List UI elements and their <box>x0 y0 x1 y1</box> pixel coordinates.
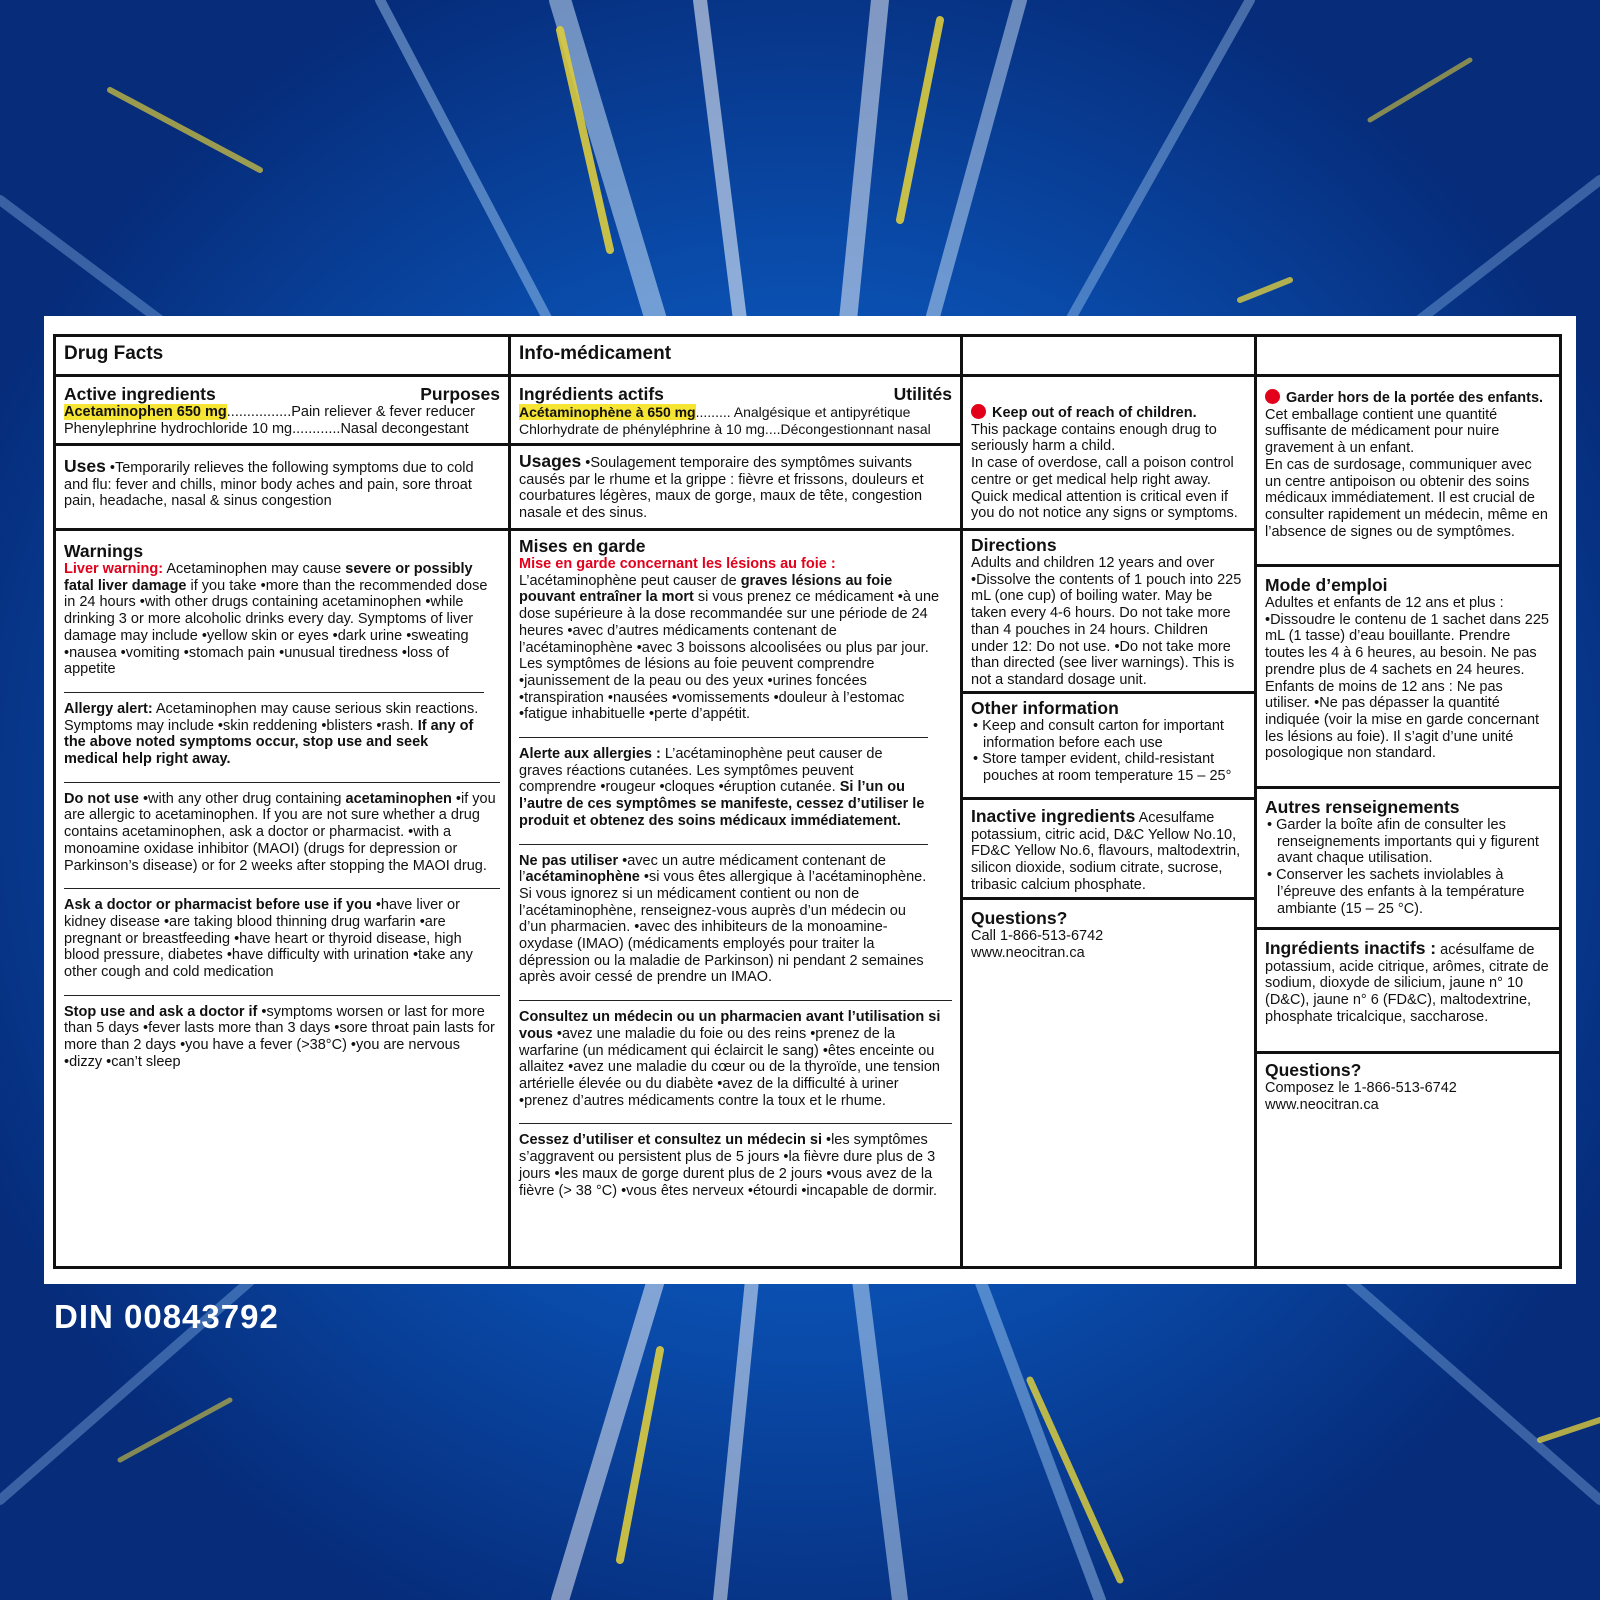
mode-emploi-text: Adultes et enfants de 12 ans et plus : •Dissoudre le contenu de 1 sachet dans 225 mL (1 tasse) d’eau bouillante. Prendre toutes les 4 à 6 heures, au besoin. Ne pas prendre plus de 4 sachets en 24 heures. Enfants de moins de 12 ans : Ne pas utiliser. •Ne pas dépasser la quantité indiquée (voir la mise en garde concernant les lésions au foie). Il s’agit d’une unité posologique non standard. <box>1265 595 1549 762</box>
column-fr-info-medicament <box>511 337 963 1266</box>
other-info-item-2: • Store tamper evident, child-resistant pouches at room temperature 15 – 25° <box>973 751 1232 785</box>
inactive-ingredients-title: Inactive ingredients <box>971 806 1136 826</box>
ingredient-actif-line-2: Chlorhydrate de phényléphrine à 10 mg....Décongestionnant nasal <box>519 420 931 437</box>
uses-text: •Temporarily relieves the following symptoms due to cold and flu: fever and chills, minor body aches and pain, sore throat pain, headache, nasal & sinus congestion <box>64 460 474 510</box>
column-fr-continued <box>1257 337 1559 1266</box>
other-information-section <box>963 694 1254 800</box>
other-info-item-1: • Keep and consult carton for important information before each use <box>973 718 1224 751</box>
liver-warning-fr: Mise en garde concernant les lésions au foie : L’acétaminophène peut causer de graves lésions au foie pouvant entraîner la mort si vous prenez ce médicament •à une dose supérieure à la dose recommandée sur une période de 24 heures •avec d’autres médicaments contenant de l’acétaminophène •avec 3 boissons alcoolisées ou plus par jour. Les symptômes de lésions au foie peuvent comprendre •jaunissement de la peau ou des yeux •urines foncées •transpiration •nausées •vomissements •douleur à l’estomac •fatigue inhabituelle •perte d’appétit. <box>519 556 940 723</box>
directions-text: Adults and children 12 years and over •Dissolve the contents of 1 pouch into 225 mL (one cup) of boiling water. May be taken every 4-6 hours. Do not take more than 4 pouches in 24 hours. Children under 12: Do not use. •Do not take more than directed (see liver warnings). This is not a standard dosage unit. <box>971 555 1242 688</box>
blank-heading-cell-fr <box>1257 337 1559 377</box>
stop-dot-icon <box>971 404 986 419</box>
keep-out-of-reach-section <box>963 377 1254 531</box>
questions-phone: Call 1-866-513-6742 <box>971 928 1104 944</box>
utilites-title: Utilités <box>893 384 952 404</box>
mises-en-garde-title: Mises en garde <box>519 536 646 556</box>
drug-facts-table <box>53 334 1562 1269</box>
acetaminophen-highlight: Acetaminophen 650 mg <box>64 404 227 420</box>
stop-use: Stop use and ask a doctor if •symptoms worsen or last for more than 5 days •fever lasts more than 3 days •sore throat pain lasts for more than 2 days •you have a fever (>38°C) •you are nervous •dizzy •can’t sleep <box>64 995 500 1071</box>
uses-title: Uses <box>64 456 106 476</box>
questions-url: www.neocitran.ca <box>971 944 1085 961</box>
garder-hors-text-2: En cas de surdosage, communiquer avec un centre antipoison ou obtenir des soins médicaux immédiatement. Il est crucial de consulter rapidement un médecin, même en l’absence de signes ou de symptômes. <box>1265 456 1548 540</box>
mode-emploi-title: Mode d’emploi <box>1265 575 1388 595</box>
ingredient-actif-line-1: Acétaminophène à 650 mg......... Analgésique et antipyrétique <box>519 404 911 420</box>
alerte-allergies: Alerte aux allergies : L’acétaminophène peut causer de graves réactions cutanées. Les symptômes peuvent comprendre •rougeur •cloques •éruption cutanée. Si l’un ou l’autre de ces symptômes se manifeste, cessez d’utiliser le produit et obtenez des soins médicaux immédiatement. <box>519 737 928 830</box>
usages-section <box>511 446 960 531</box>
keep-out-title: Keep out of reach of children. <box>992 405 1197 421</box>
inactive-ingredients-section <box>963 800 1254 900</box>
questions-url-fr: www.neocitran.ca <box>1265 1096 1379 1113</box>
uses-section <box>56 446 508 531</box>
questions-section <box>963 900 1254 1020</box>
warnings-title: Warnings <box>64 541 144 561</box>
ingredients-inactifs-section <box>1257 930 1559 1054</box>
info-medicament-heading: Info-médicament <box>511 337 960 377</box>
garder-hors-title: Garder hors de la portée des enfants. <box>1286 390 1544 406</box>
ingredients-actifs-title: Ingrédients actifs <box>519 384 664 404</box>
garder-hors-portee-section <box>1257 377 1559 567</box>
ingredients-actifs-section <box>511 377 960 446</box>
ask-doctor-before-use: Ask a doctor or pharmacist before use if you •have liver or kidney disease •are taking blood thinning drug warfarin •are pregnant or breastfeeding •have heart or thyroid disease, high blood pressure, diabetes •have difficulty with urination •take any other cough and cold medication <box>64 888 500 981</box>
liver-warning: Liver warning: Acetaminophen may cause severe or possibly fatal liver damage if you take •more than the recommended dose in 24 hours •with other drugs containing acetaminophen •while drinking 3 or more alcoholic drinks every day. Symptoms of liver damage may include •yellow skin or eyes •dark urine •sweating •nausea •vomiting •stomach pain •unusual tiredness •loss of appetite <box>64 561 488 678</box>
acetaminophene-highlight: Acétaminophène à 650 mg <box>519 404 696 420</box>
directions-section <box>963 531 1254 694</box>
ne-pas-utiliser: Ne pas utiliser •avec un autre médicament contenant de l’acétaminophène •si vous êtes allergique à l’acétaminophène. Si vous ignorez si un médicament contient ou non de l’acétaminophène, renseignez-vous auprès d’un médecin ou d’un pharmacien. •avec des inhibiteurs de la monoamine-oxydase (IMAO) (médicaments employés pour traiter la dépression ou la maladie de Parkinson) ni pendant 2 semaines après avoir cessé de prendre un IMAO. <box>519 844 928 987</box>
consultez-avant-utilisation: Consultez un médecin ou un pharmacien avant l’utilisation si vous •avez une maladie du foie ou des reins •prenez de la warfarine (un médicament qui éclaircit le sang) •êtes enceinte ou allaitez •avez une maladie du cœur ou de la thyroïde, une tension artérielle élevée ou du diabète •avez de la difficulté à uriner •prenez d’autres médicaments contre la toux et le rhume. <box>519 1000 952 1109</box>
directions-title: Directions <box>971 535 1057 555</box>
mises-en-garde-section <box>511 531 960 1266</box>
active-ingredients-title: Active ingredients <box>64 384 216 404</box>
column-en-continued <box>963 337 1257 1266</box>
inactive-ingredients-text: Acesulfame potassium, citric acid, D&C Yellow No.10, FD&C Yellow No.6, flavours, maltodextrin, silicon dioxide, sodium citrate, sucrose, tribasic calcium phosphate. <box>971 810 1241 893</box>
questions-title: Questions? <box>971 908 1068 928</box>
ingredients-inactifs-title: Ingrédients inactifs : <box>1265 938 1437 958</box>
allergy-alert: Allergy alert: Acetaminophen may cause serious skin reactions. Symptoms may include •skin reddening •blisters •rash. If any of the above noted symptoms occur, stop use and seek medical help right away. <box>64 692 484 768</box>
active-ingredients-section <box>56 377 508 446</box>
garder-hors-text-1: Cet emballage contient une quantité suffisante de médicament pour nuire gravement à un enfant. <box>1265 406 1500 457</box>
active-ingredient-line-1: Acetaminophen 650 mg................Pain reliever & fever reducer <box>64 404 475 420</box>
keep-out-text-1: This package contains enough drug to seriously harm a child. <box>971 421 1217 455</box>
do-not-use: Do not use •with any other drug containing acetaminophen •if you are allergic to acetaminophen. If you are not sure whether a drug contains acetaminophen, ask a doctor or pharmacist. •with a monoamine oxidase inhibitor (MAOI) (drugs for depression or Parkinson’s disease) or for 2 weeks after stopping the MAOI drug. <box>64 782 500 875</box>
active-ingredient-line-2: Phenylephrine hydrochloride 10 mg............Nasal decongestant <box>64 420 469 437</box>
questions-phone-fr: Composez le 1-866-513-6742 <box>1265 1080 1457 1096</box>
autres-item-2: • Conserver les sachets inviolables à l’épreuve des enfants à la température ambiante (15 – 25 °C). <box>1267 867 1525 917</box>
mode-emploi-section <box>1257 567 1559 789</box>
blank-heading-cell <box>963 337 1254 377</box>
questions-section-fr <box>1257 1054 1559 1174</box>
usages-text: •Soulagement temporaire des symptômes suivants causés par le rhume et la grippe : fièvre et frissons, douleurs et courbatures légères, maux de gorge, maux de tête, congestion nasale et des sinus. <box>519 455 924 522</box>
autres-item-1: • Garder la boîte afin de consulter les renseignements importants qui y figurent avant chaque utilisation. <box>1267 817 1539 867</box>
autres-renseignements-section <box>1257 789 1559 930</box>
drug-facts-heading: Drug Facts <box>56 337 508 377</box>
autres-renseignements-title: Autres renseignements <box>1265 797 1460 817</box>
warnings-section <box>56 531 508 1266</box>
column-en-drug-facts <box>56 337 511 1266</box>
purposes-title: Purposes <box>420 384 500 404</box>
questions-title-fr: Questions? <box>1265 1060 1362 1080</box>
other-information-title: Other information <box>971 698 1119 718</box>
din-number: DIN 00843792 <box>54 1298 279 1335</box>
usages-title: Usages <box>519 451 582 471</box>
keep-out-text-2: In case of overdose, call a poison control centre or get medical help right away. Quick medical attention is critical even if you do not notice any signs or symptoms. <box>971 455 1238 522</box>
stop-dot-icon-fr <box>1265 389 1280 404</box>
cessez-utiliser: Cessez d’utiliser et consultez un médecin si •les symptômes s’aggravent ou persistent plus de 5 jours •la fièvre dure plus de 3 jours •les maux de gorge durent plus de 2 jours •vous avez de la fièvre (> 38 °C) •vous êtes nerveux •étourdi •incapable de dormir. <box>519 1123 952 1199</box>
ingredients-inactifs-text: acésulfame de potassium, acide citrique, arômes, citrate de sodium, dioxyde de silicium, jaune n° 10 (D&C), jaune n° 6 (FD&C), maltodextrine, phosphate tricalcique, saccharose. <box>1265 942 1549 1025</box>
